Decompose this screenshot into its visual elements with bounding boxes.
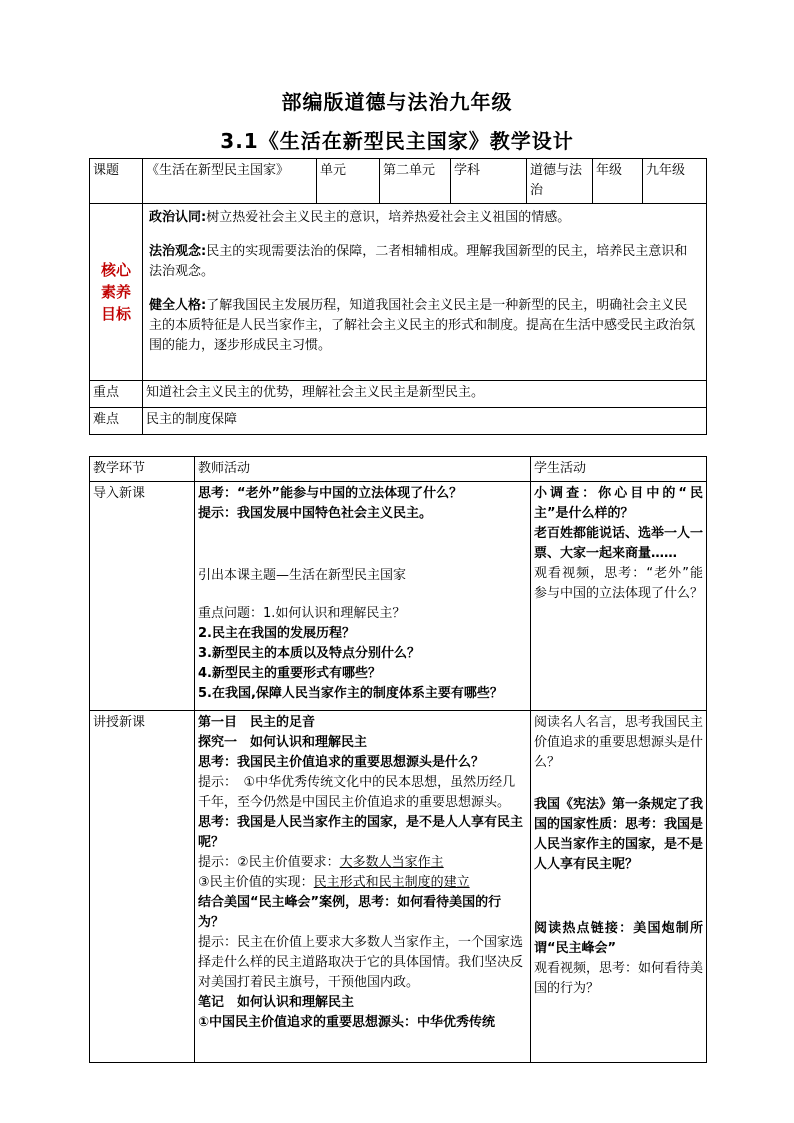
notes-item-1: ①中国民主价值追求的重要思想源头：中华优秀传统 <box>198 1015 496 1030</box>
teaching-process-table <box>89 456 707 1063</box>
key-point-value: 知道社会主义民主的优势，理解社会主义民主是新型民主。 <box>143 381 707 408</box>
lecture-hint-2 <box>198 853 527 873</box>
lecture-student-activity <box>531 711 707 1063</box>
student-answer: 老百姓都能说话、选举一人一票、大家一起来商量…… <box>534 526 704 561</box>
key-point-label: 重点 <box>90 381 143 408</box>
hint-2-prefix: 提示：②民主价值要求： <box>198 855 340 870</box>
intro-stage: 导入新课 <box>90 482 195 711</box>
hint-3-prefix: ③民主价值的实现： <box>198 875 314 890</box>
unit-label: 单元 <box>317 159 380 204</box>
lesson-info-table <box>89 158 707 435</box>
lecture-hint-1: 提示： ①中华优秀传统文化中的民本思想，虽然历经几千年，至今仍然是中国民主价值追求的重要思想源头。 <box>198 775 516 810</box>
section-heading: 第一目 民主的足音 <box>198 715 316 730</box>
student-survey: 小调查：你心目中的“民主”是什么样的？ <box>534 486 703 521</box>
student-header: 学生活动 <box>531 457 707 482</box>
hint-2-answer: 大多数人当家作主 <box>339 855 444 870</box>
unit-value: 第二单元 <box>380 159 451 204</box>
core-literacy-goals <box>143 204 707 381</box>
lecture-question-1: 思考：我国民主价值追求的重要思想源头是什么？ <box>198 755 485 770</box>
intro-teacher-activity <box>195 482 531 711</box>
document-subtitle: 3.1《生活在新型民主国家》教学设计 <box>220 129 574 153</box>
topic-label: 课题 <box>90 159 143 204</box>
goal-political-head: 政治认同: <box>149 210 207 225</box>
student-hot-link: 阅读热点链接：美国炮制所谓“民主峰会” <box>534 921 703 956</box>
intro-student-activity <box>531 482 707 711</box>
intro-question: 思考：“老外”能参与中国的立法体现了什么？ <box>198 486 463 501</box>
grade-value: 九年级 <box>643 159 707 204</box>
student-read-quotes: 阅读名人名言，思考我国民主价值追求的重要思想源头是什么？ <box>534 715 704 770</box>
hint-3-answer: 民主形式和民主制度的建立 <box>313 875 470 890</box>
key-question-1: 重点问题：1.如何认识和理解民主？ <box>198 606 406 621</box>
goal-legal <box>149 242 700 282</box>
goal-personality <box>149 296 700 356</box>
intro-hint: 提示：我国发展中国特色社会主义民主。 <box>198 506 433 521</box>
core-literacy-label: 核心素养目标 <box>90 204 143 381</box>
goal-personality-head: 健全人格: <box>149 298 207 313</box>
student-video-task: 观看视频，思考：“老外”能参与中国的立法体现了什么？ <box>534 566 704 601</box>
lecture-question-3: 结合美国“民主峰会”案例，思考：如何看待美国的行为？ <box>198 895 502 930</box>
key-question-3: 3.新型民主的本质以及特点分别什么？ <box>198 646 420 661</box>
notes-heading: 笔记 如何认识和理解民主 <box>198 995 355 1010</box>
subject-value: 道德与法治 <box>527 159 593 204</box>
key-question-4: 4.新型民主的重要形式有哪些？ <box>198 666 381 681</box>
stage-header: 教学环节 <box>90 457 195 482</box>
goal-political <box>149 208 700 228</box>
student-constitution: 我国《宪法》第一条规定了我国的国家性质：思考：我国是人民当家作主的国家，是不是人人享有民主呢？ <box>534 797 704 872</box>
document-title: 部编版道德与法治九年级 <box>281 90 513 114</box>
inquiry-heading: 探究一 如何认识和理解民主 <box>198 735 368 750</box>
subject-label: 学科 <box>451 159 527 204</box>
topic-value: 《生活在新型民主国家》 <box>143 159 317 204</box>
teacher-header: 教师活动 <box>195 457 531 482</box>
lecture-question-2: 思考：我国是人民当家作主的国家，是不是人人享有民主呢？ <box>198 815 524 850</box>
grade-label: 年级 <box>593 159 643 204</box>
goal-political-text: 树立热爱社会主义民主的意识，培养热爱社会主义祖国的情感。 <box>206 210 571 225</box>
lecture-hint-3 <box>198 873 527 893</box>
lecture-stage: 讲授新课 <box>90 711 195 1063</box>
difficult-point-value: 民主的制度保障 <box>143 408 707 435</box>
key-question-5: 5.在我国,保障人民当家作主的制度体系主要有哪些？ <box>198 686 503 701</box>
difficult-point-label: 难点 <box>90 408 143 435</box>
lecture-hint-4: 提示：民主在价值上要求大多数人当家作主，一个国家选择走什么样的民主道路取决于它的具体国情。我们坚决反对美国打着民主旗号，干预他国内政。 <box>198 935 524 990</box>
key-question-2: 2.民主在我国的发展历程？ <box>198 626 355 641</box>
goal-legal-text: 民主的实现需要法治的保障，二者相辅相成。理解我国新型的民主，培养民主意识和法治观念。 <box>149 244 688 279</box>
goal-personality-text: 了解我国民主发展历程，知道我国社会主义民主是一种新型的民主，明确社会主义民主的本质特征是人民当家作主，了解社会主义民主的形式和制度。提高在生活中感受民主政治氛围的能力，逐步形成民主习惯。 <box>149 298 696 353</box>
goal-legal-head: 法治观念: <box>149 244 207 259</box>
lecture-teacher-activity <box>195 711 531 1063</box>
intro-topic: 引出本课主题—生活在新型民主国家 <box>198 568 407 583</box>
student-video-task-2: 观看视频，思考：如何看待美国的行为？ <box>534 961 704 996</box>
